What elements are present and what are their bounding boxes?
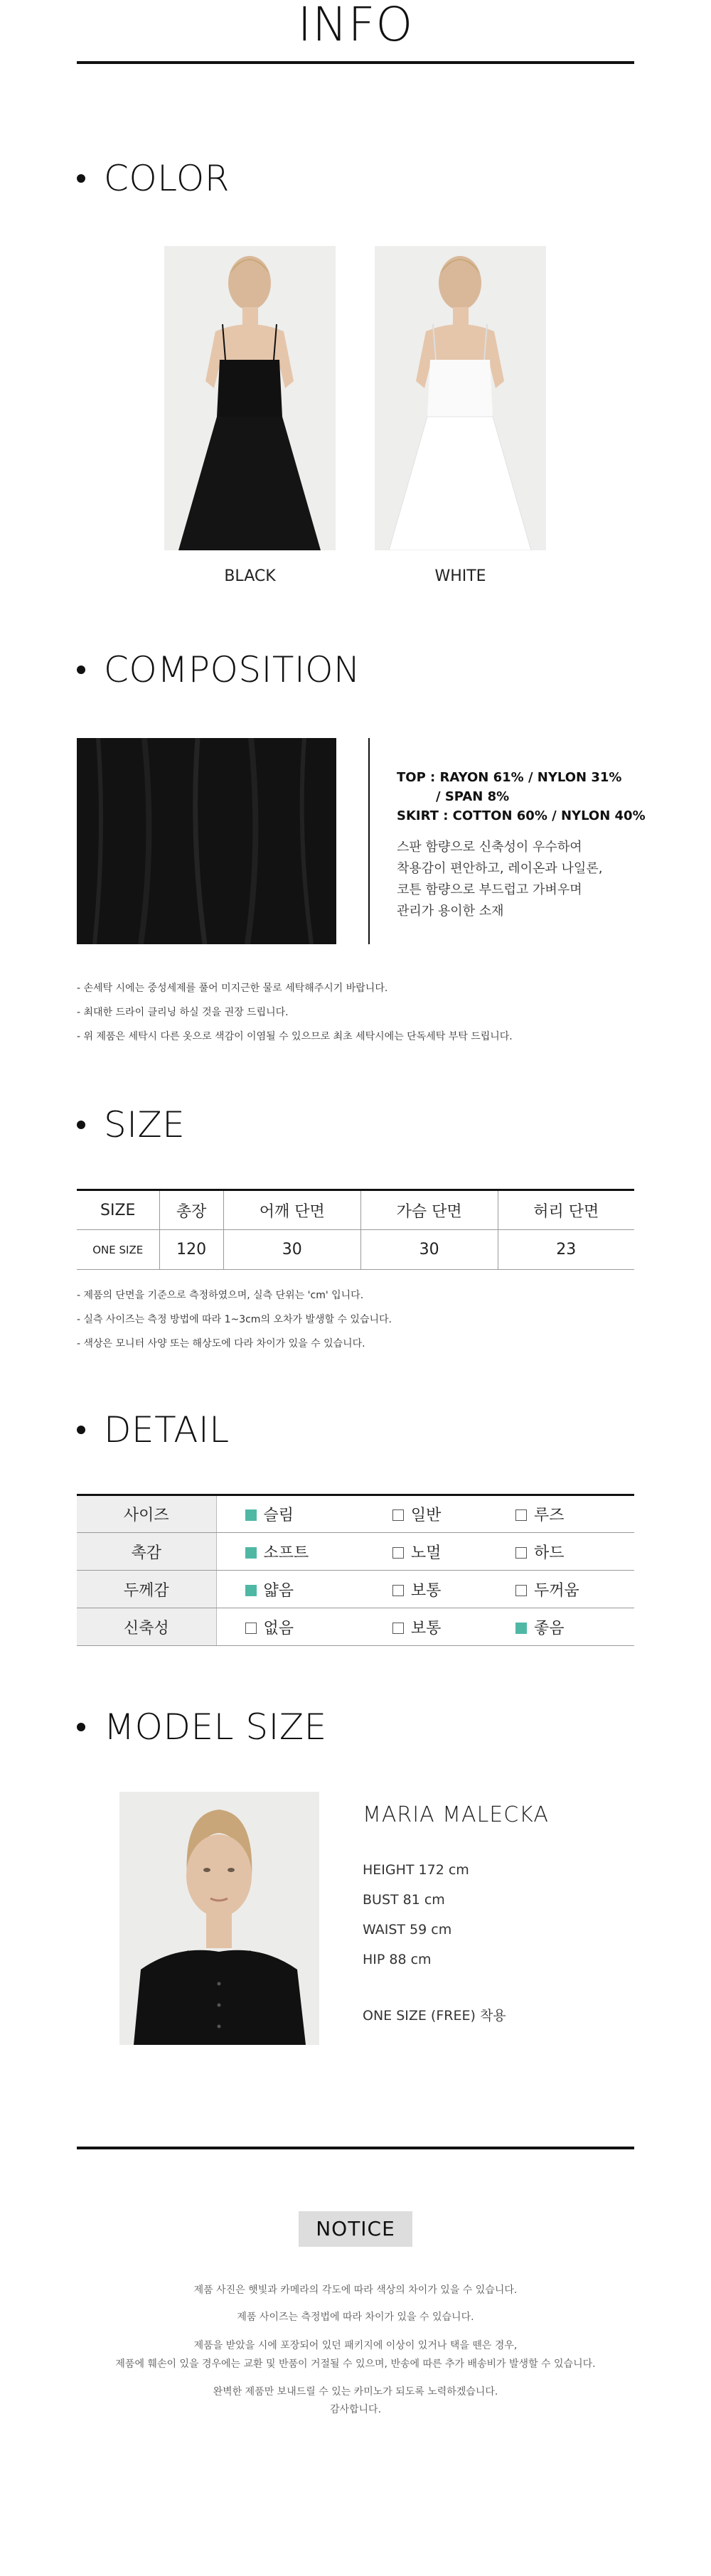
section-composition-title: COMPOSITION	[104, 649, 360, 690]
detail-option	[364, 1495, 487, 1533]
care-note: - 최대한 드라이 클리닝 하실 것을 권장 드립니다.	[77, 1007, 289, 1018]
composition-fabric	[397, 768, 646, 825]
size-cell: 30	[223, 1230, 360, 1270]
model-photo	[119, 1792, 319, 2045]
detail-option-label: 두꺼움	[533, 1581, 579, 1600]
notice-line: 제품을 받았을 시에 포장되어 있던 패키지에 이상이 있거나 택을 뗀은 경우,	[193, 2340, 518, 2351]
checkbox-checked-icon	[515, 1623, 527, 1634]
section-color-title: COLOR	[104, 158, 230, 199]
section-detail	[77, 1409, 230, 1450]
detail-row	[77, 1533, 634, 1571]
detail-option	[487, 1533, 634, 1571]
title-divider	[77, 61, 634, 64]
detail-option	[364, 1608, 487, 1646]
checkbox-empty-icon	[515, 1509, 527, 1521]
notice-line: 제품에 훼손이 있을 경우에는 교환 및 반품이 거절될 수 있으며, 반송에 따른 추가 배송비가 발생할 수 있습니다.	[115, 2358, 596, 2370]
color-caption-white: WHITE	[434, 567, 486, 585]
size-header-cell: SIZE	[77, 1190, 159, 1230]
section-model-size	[77, 1706, 327, 1748]
bullet-dot	[77, 1121, 85, 1129]
notice-badge: NOTICE	[299, 2211, 412, 2247]
white-dress-photo	[375, 246, 546, 550]
care-notes	[77, 976, 513, 1049]
detail-option-label: 슬림	[263, 1507, 294, 1524]
model-measurements	[363, 1855, 469, 1974]
detail-option-label: 일반	[410, 1507, 442, 1524]
checkbox-checked-icon	[245, 1509, 257, 1521]
detail-option-label: 소프트	[263, 1544, 309, 1562]
checkbox-checked-icon	[245, 1547, 257, 1559]
model-wearing-size: ONE SIZE (FREE) 착용	[363, 2008, 506, 2024]
size-note: - 제품의 단면을 기준으로 측정하였으며, 실측 단위는 'cm' 입니다.	[77, 1290, 364, 1301]
detail-option-label: 하드	[533, 1544, 565, 1562]
detail-option-label: 보통	[410, 1581, 442, 1600]
checkbox-empty-icon	[392, 1585, 404, 1596]
bullet-dot	[77, 666, 85, 674]
size-cell: ONE SIZE	[77, 1230, 159, 1270]
detail-row	[77, 1495, 634, 1533]
detail-option	[487, 1495, 634, 1533]
detail-label: 촉감	[77, 1533, 216, 1571]
section-size	[77, 1104, 185, 1145]
section-model-size-title: MODEL SIZE	[104, 1706, 327, 1748]
bullet-dot	[77, 1723, 85, 1731]
composition-top-line-2: / SPAN 8%	[436, 789, 510, 804]
detail-table	[77, 1494, 634, 1646]
detail-option	[487, 1608, 634, 1646]
fabric-closeup-photo	[77, 738, 336, 944]
detail-option	[216, 1571, 364, 1608]
notice-line: 제품 사이즈는 측정법에 따라 차이가 있을 수 있습니다.	[237, 2312, 474, 2323]
section-size-title: SIZE	[104, 1104, 186, 1145]
detail-option-label: 좋음	[533, 1619, 565, 1637]
size-cell: 30	[360, 1230, 498, 1270]
bullet-dot	[77, 174, 85, 183]
detail-option-label: 보통	[410, 1619, 442, 1637]
size-note: - 실측 사이즈는 측정 방법에 따라 1~3cm의 오차가 발생할 수 있습니다.	[77, 1314, 392, 1325]
size-table	[77, 1189, 634, 1270]
model-bust: BUST 81 cm	[363, 1892, 445, 1908]
model-height: HEIGHT 172 cm	[363, 1862, 469, 1878]
size-table-header	[77, 1190, 634, 1230]
size-header-cell: 어깨 단면	[223, 1190, 360, 1230]
section-detail-title: DETAIL	[104, 1409, 230, 1450]
notice-line: 감사합니다.	[329, 2404, 382, 2415]
checkbox-checked-icon	[245, 1585, 257, 1596]
detail-row	[77, 1608, 634, 1646]
detail-option	[364, 1533, 487, 1571]
size-header-cell: 허리 단면	[498, 1190, 634, 1230]
composition-description	[397, 837, 602, 922]
detail-option-label: 루즈	[533, 1507, 565, 1524]
section-color	[77, 158, 230, 199]
checkbox-empty-icon	[245, 1623, 257, 1634]
detail-option	[487, 1571, 634, 1608]
black-dress-photo	[164, 246, 336, 550]
detail-option	[216, 1495, 364, 1533]
size-notes	[77, 1283, 392, 1356]
notice-line: 제품 사진은 햇빛과 카메라의 각도에 따라 색상의 차이가 있을 수 있습니다.	[193, 2284, 518, 2296]
size-cell: 23	[498, 1230, 634, 1270]
section-composition	[77, 649, 360, 690]
detail-label: 두께감	[77, 1571, 216, 1608]
composition-skirt-line: SKIRT : COTTON 60% / NYLON 40%	[397, 808, 646, 823]
detail-option	[216, 1608, 364, 1646]
model-name: MARIA MALECKA	[363, 1802, 549, 1827]
notice-line: 완벽한 제품만 보내드릴 수 있는 카미노가 되도록 노력하겠습니다.	[213, 2386, 498, 2398]
page-title: INFO	[297, 0, 414, 52]
checkbox-empty-icon	[392, 1509, 404, 1521]
color-caption-black: BLACK	[224, 567, 276, 585]
detail-label: 신축성	[77, 1608, 216, 1646]
detail-option-label: 없음	[263, 1619, 294, 1637]
notice-divider	[77, 2147, 634, 2149]
composition-desc-line: 스판 함량으로 신축성이 우수하여	[397, 840, 582, 855]
size-table-row	[77, 1230, 634, 1270]
size-note: - 색상은 모니터 사양 또는 해상도에 다라 차이가 있을 수 있습니다.	[77, 1338, 365, 1350]
composition-top-line: TOP : RAYON 61% / NYLON 31%	[397, 770, 622, 785]
checkbox-empty-icon	[392, 1547, 404, 1559]
model-waist: WAIST 59 cm	[363, 1922, 452, 1938]
bullet-dot	[77, 1426, 85, 1434]
care-note: - 위 제품은 세탁시 다른 옷으로 색감이 이염될 수 있으므로 최초 세탁시에는 단독세탁 부탁 드립니다.	[77, 1031, 513, 1042]
composition-divider	[368, 738, 370, 944]
size-header-cell: 가슴 단면	[360, 1190, 498, 1230]
detail-option	[364, 1571, 487, 1608]
composition-desc-line: 관리가 용이한 소재	[397, 904, 504, 919]
checkbox-empty-icon	[515, 1547, 527, 1559]
care-note: - 손세탁 시에는 중성세제를 풀어 미지근한 물로 세탁해주시기 바랍니다.	[77, 983, 388, 994]
detail-option	[216, 1533, 364, 1571]
detail-row	[77, 1571, 634, 1608]
composition-desc-line: 착용감이 편안하고, 레이온과 나일론,	[397, 861, 603, 876]
checkbox-empty-icon	[515, 1585, 527, 1596]
size-cell: 120	[159, 1230, 223, 1270]
model-hip: HIP 88 cm	[363, 1952, 432, 1967]
size-header-cell: 총장	[159, 1190, 223, 1230]
checkbox-empty-icon	[392, 1623, 404, 1634]
composition-desc-line: 코튼 함량으로 부드럽고 가벼우며	[397, 882, 582, 897]
detail-label: 사이즈	[77, 1495, 216, 1533]
detail-option-label: 얇음	[263, 1581, 294, 1600]
detail-option-label: 노멀	[410, 1544, 442, 1562]
